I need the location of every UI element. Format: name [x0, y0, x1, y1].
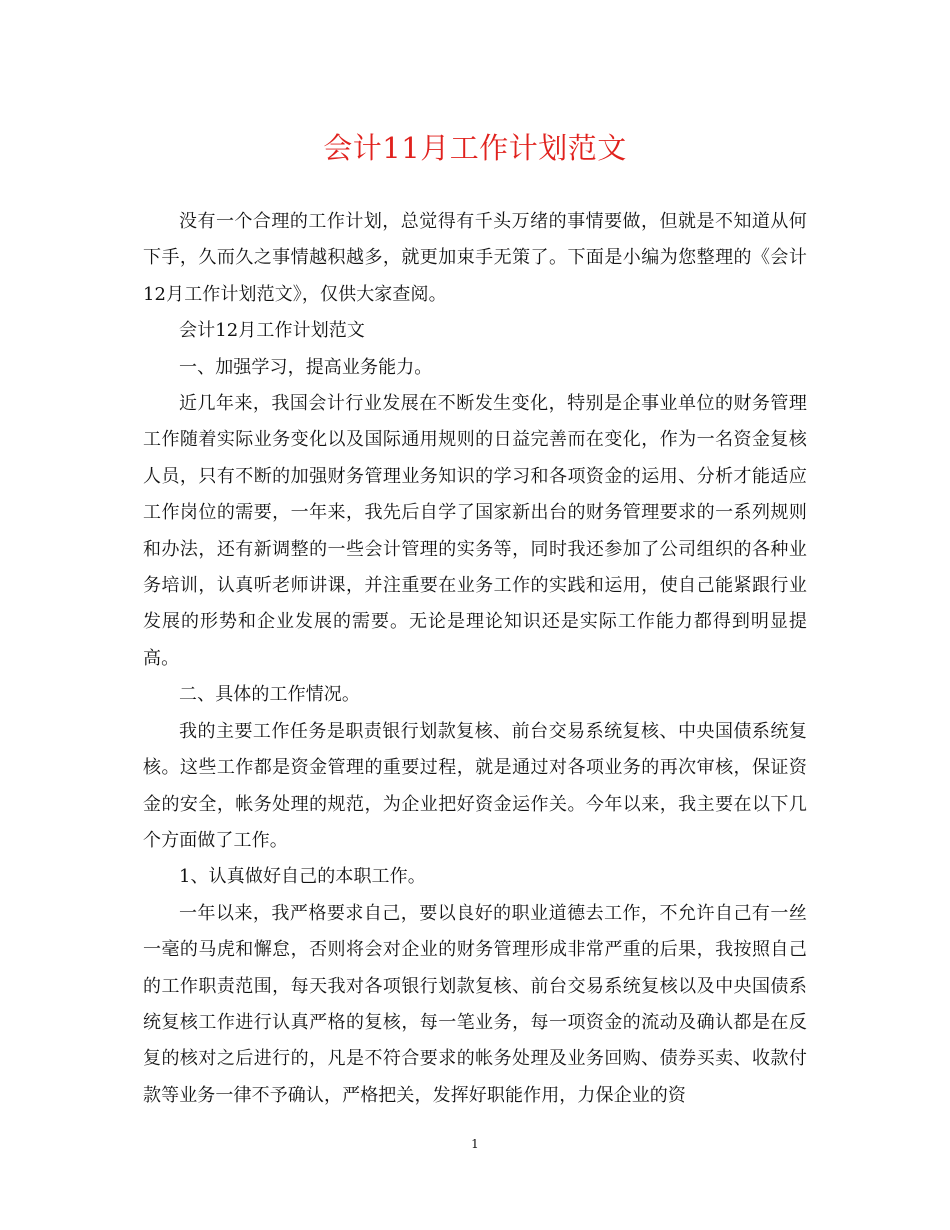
heading-subsection-1: 1、认真做好自己的本职工作。 [179, 866, 426, 888]
page-number: 1 [471, 1137, 479, 1151]
paragraph-subtitle: 会计12月工作计划范文 [179, 320, 366, 342]
paragraph-subsection-1: 一年以来，我严格要求自己，要以良好的职业道德去工作，不允许自己有一丝一毫的马虎和懈怠，否则将会对企业的财务管理形成非常严重的后果，我按照自己的工作职责范围，每天我对各项银行划款复核、前台交易系统复核以及中央国债系统复核工作进行认真严格的复核，每一笔业务，每一项资金的流动及确认都是在反复的核对之后进行的，凡是不符合要求的帐务处理及业务回购、债券买卖、收款付款等业务一律不予确认，严格把关，发挥好职能作用，力保企业的资 [143, 902, 807, 1106]
document-body [143, 204, 807, 1114]
paragraph-section-2: 我的主要工作任务是职责银行划款复核、前台交易系统复核、中央国债系统复核。这些工作都是资金管理的重要过程，就是通过对各项业务的再次审核，保证资金的安全，帐务处理的规范，为企业把好资金运作关。今年以来，我主要在以下几个方面做了工作。 [143, 720, 807, 851]
heading-section-1: 一、加强学习，提高业务能力。 [179, 356, 433, 378]
paragraph-intro: 没有一个合理的工作计划，总觉得有千头万绪的事情要做，但就是不知道从何下手，久而久之事情越积越多，就更加束手无策了。下面是小编为您整理的《会计12月工作计划范文》，仅供大家查阅。 [143, 211, 807, 305]
heading-section-2: 二、具体的工作情况。 [179, 684, 360, 706]
paragraph-section-1: 近几年来，我国会计行业发展在不断发生变化，特别是企事业单位的财务管理工作随着实际业务变化以及国际通用规则的日益完善而在变化，作为一名资金复核人员，只有不断的加强财务管理业务知识的学习和各项资金的运用、分析才能适应工作岗位的需要，一年来，我先后自学了国家新出台的财务管理要求的一系列规则和办法，还有新调整的一些会计管理的实务等，同时我还参加了公司组织的各种业务培训，认真听老师讲课，并注重要在业务工作的实践和运用，使自己能紧跟行业发展的形势和企业发展的需要。无论是理论知识还是实际工作能力都得到明显提高。 [143, 393, 807, 669]
document-title: 会计11月工作计划范文 [323, 131, 627, 165]
